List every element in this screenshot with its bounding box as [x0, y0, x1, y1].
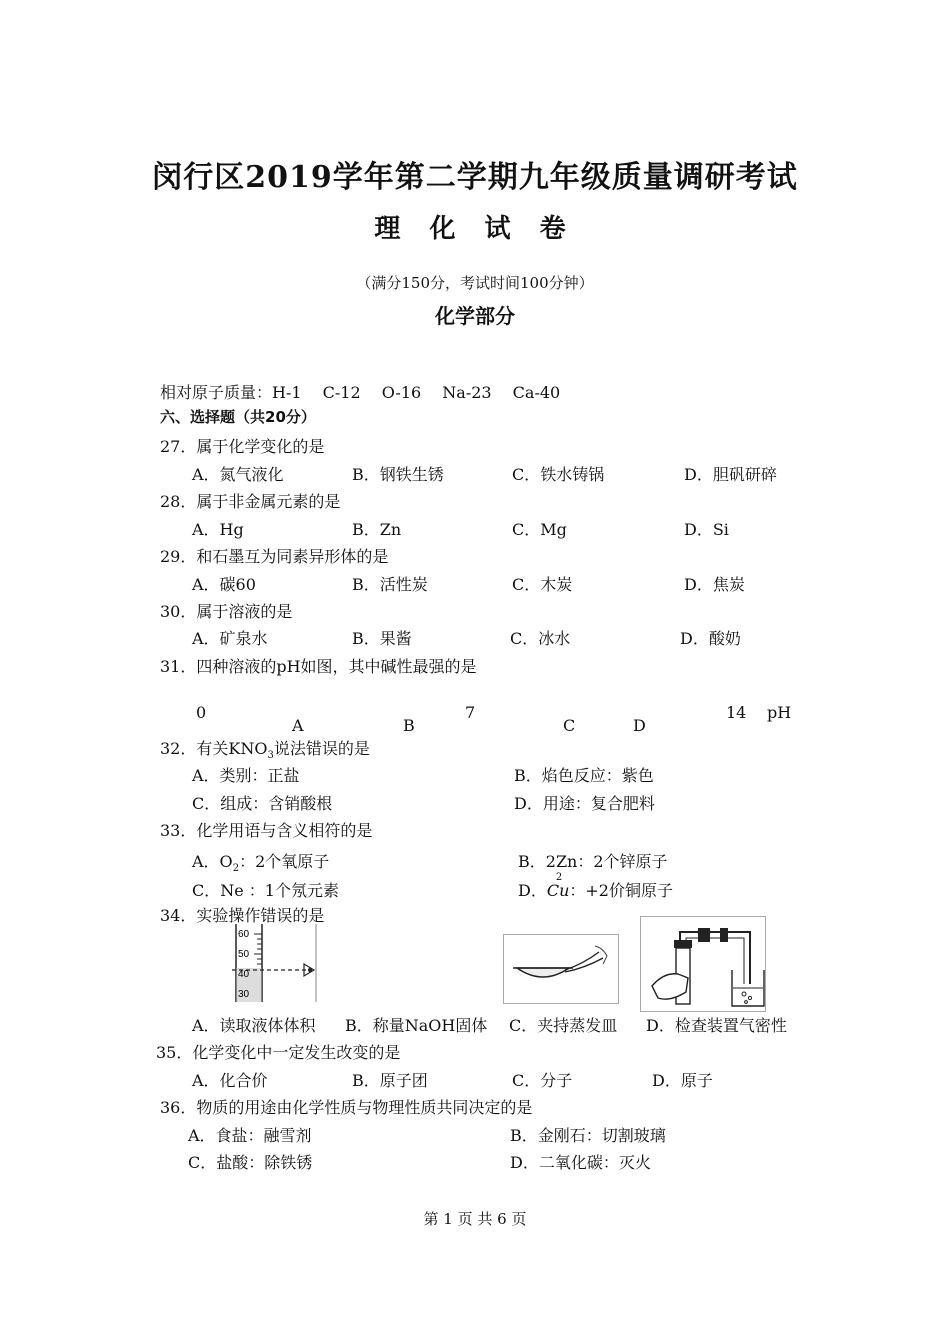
- q27-option-a: A．氮气液化: [192, 465, 284, 484]
- q36-option-c: C．盐酸：除铁锈: [188, 1153, 313, 1172]
- q28-option-c: C．Mg: [512, 520, 567, 539]
- q34-option-b: B．称量NaOH固体: [345, 1016, 488, 1035]
- q30-option-a: A．矿泉水: [192, 629, 268, 648]
- page-footer: 第 1 页 共 6 页: [423, 1210, 527, 1228]
- q30-option-d: D．酸奶: [680, 629, 741, 648]
- q36-option-a: A．食盐：融雪剂: [188, 1126, 312, 1145]
- q31-stem: 31．四种溶液的pH如图，其中碱性最强的是: [160, 657, 477, 676]
- q29-stem: 29．和石墨互为同素异形体的是: [160, 547, 389, 566]
- q30-option-c: C．冰水: [510, 629, 571, 648]
- section-title: 化学部分: [435, 304, 515, 328]
- cylinder-tick-label: 50: [238, 949, 250, 960]
- q33-d-charge: 2: [555, 872, 563, 883]
- q36-option-d: D．二氧化碳：灭火: [510, 1153, 651, 1172]
- q35-option-a: A．化合价: [192, 1071, 268, 1090]
- exam-info: （满分150分，考试时间100分钟）: [356, 274, 594, 292]
- q29-option-b: B．活性炭: [352, 575, 428, 594]
- q33-a-post: ：2个氧原子: [239, 852, 330, 871]
- q29-option-c: C．木炭: [512, 575, 573, 594]
- q33-option-b: B．2Zn：2个锌原子: [518, 852, 668, 871]
- q33-option-d: [518, 872, 673, 901]
- q36-stem: 36．物质的用途由化学性质与物理性质共同决定的是: [160, 1098, 533, 1117]
- q32-stem-sub: 3: [267, 750, 274, 761]
- q32-stem-pre: 32．有关KNO: [160, 739, 268, 758]
- q34-stem: 34．实验操作错误的是: [160, 906, 325, 925]
- q33-a-sub: 2: [232, 863, 240, 874]
- ph-mark-b: B: [403, 716, 415, 735]
- cylinder-tick-label: 60: [238, 929, 250, 940]
- q32-option-d: D．用途：复合肥料: [514, 794, 655, 813]
- ph-mark-d: D: [633, 716, 646, 735]
- q27-option-b: B．钢铁生锈: [352, 465, 444, 484]
- q33-a-pre: A．O: [192, 852, 233, 871]
- q32-stem-post: 说法错误的是: [273, 739, 370, 758]
- evaporating-dish-figure: [503, 934, 619, 1004]
- q28-option-d: D．Si: [684, 520, 729, 539]
- q35-option-d: D．原子: [652, 1071, 713, 1090]
- airtightness-check-figure: [640, 916, 766, 1012]
- ph-scale-seven: 7: [465, 703, 476, 722]
- q32-option-a: A．类别：正盐: [192, 766, 300, 785]
- ph-mark-a: A: [292, 716, 304, 735]
- q35-stem: 35．化学变化中一定发生改变的是: [156, 1043, 401, 1062]
- q33-option-a: [192, 849, 329, 874]
- q29-option-d: D．焦炭: [684, 575, 745, 594]
- q30-stem: 30．属于溶液的是: [160, 602, 293, 621]
- q33-d-post: ：+2价铜原子: [569, 881, 673, 900]
- q33-d-symbol: Cu: [546, 881, 570, 900]
- q34-option-c: C．夹持蒸发皿: [509, 1016, 618, 1035]
- atomic-mass-line: 相对原子质量：H-1 C-12 O-16 Na-23 Ca-40: [160, 383, 561, 402]
- q30-option-b: B．果酱: [352, 629, 412, 648]
- q33-stem: 33．化学用语与含义相符的是: [160, 821, 373, 840]
- q36-option-b: B．金刚石：切割玻璃: [510, 1126, 666, 1145]
- q34-option-a: A．读取液体体积: [192, 1016, 316, 1035]
- ph-mark-c: C: [563, 716, 576, 735]
- part-title: 六、选择题（共20分）: [160, 408, 316, 426]
- q35-option-b: B．原子团: [352, 1071, 428, 1090]
- q29-option-a: A．碳60: [192, 575, 256, 594]
- q33-d-pre: D．: [518, 881, 547, 900]
- q32-stem: [160, 736, 370, 761]
- q28-option-a: A．Hg: [192, 520, 244, 539]
- ph-scale-fourteen: 14: [726, 703, 747, 722]
- q27-option-d: D．胆矾研碎: [684, 465, 777, 484]
- q28-option-b: B．Zn: [352, 520, 402, 539]
- q28-stem: 28．属于非金属元素的是: [160, 492, 341, 511]
- q27-stem: 27．属于化学变化的是: [160, 437, 325, 456]
- cylinder-tick-label: 30: [238, 989, 250, 1000]
- q27-option-c: C．铁水铸锅: [512, 465, 605, 484]
- q35-option-c: C．分子: [512, 1071, 573, 1090]
- measuring-cylinder-figure: [224, 922, 318, 1004]
- paper-subtitle: 理 化 试 卷: [374, 214, 576, 244]
- q32-option-c: C．组成：含销酸根: [192, 794, 333, 813]
- cylinder-tick-label: 40: [238, 969, 250, 980]
- ph-unit-label: pH: [767, 703, 792, 722]
- ph-scale-zero: 0: [196, 703, 207, 722]
- q32-option-b: B．焰色反应：紫色: [514, 766, 654, 785]
- q34-option-d: D．检查装置气密性: [646, 1016, 787, 1035]
- q33-option-c: C．Ne ：1个氖元素: [192, 881, 339, 900]
- exam-title: 闵行区2019学年第二学期九年级质量调研考试: [152, 160, 798, 195]
